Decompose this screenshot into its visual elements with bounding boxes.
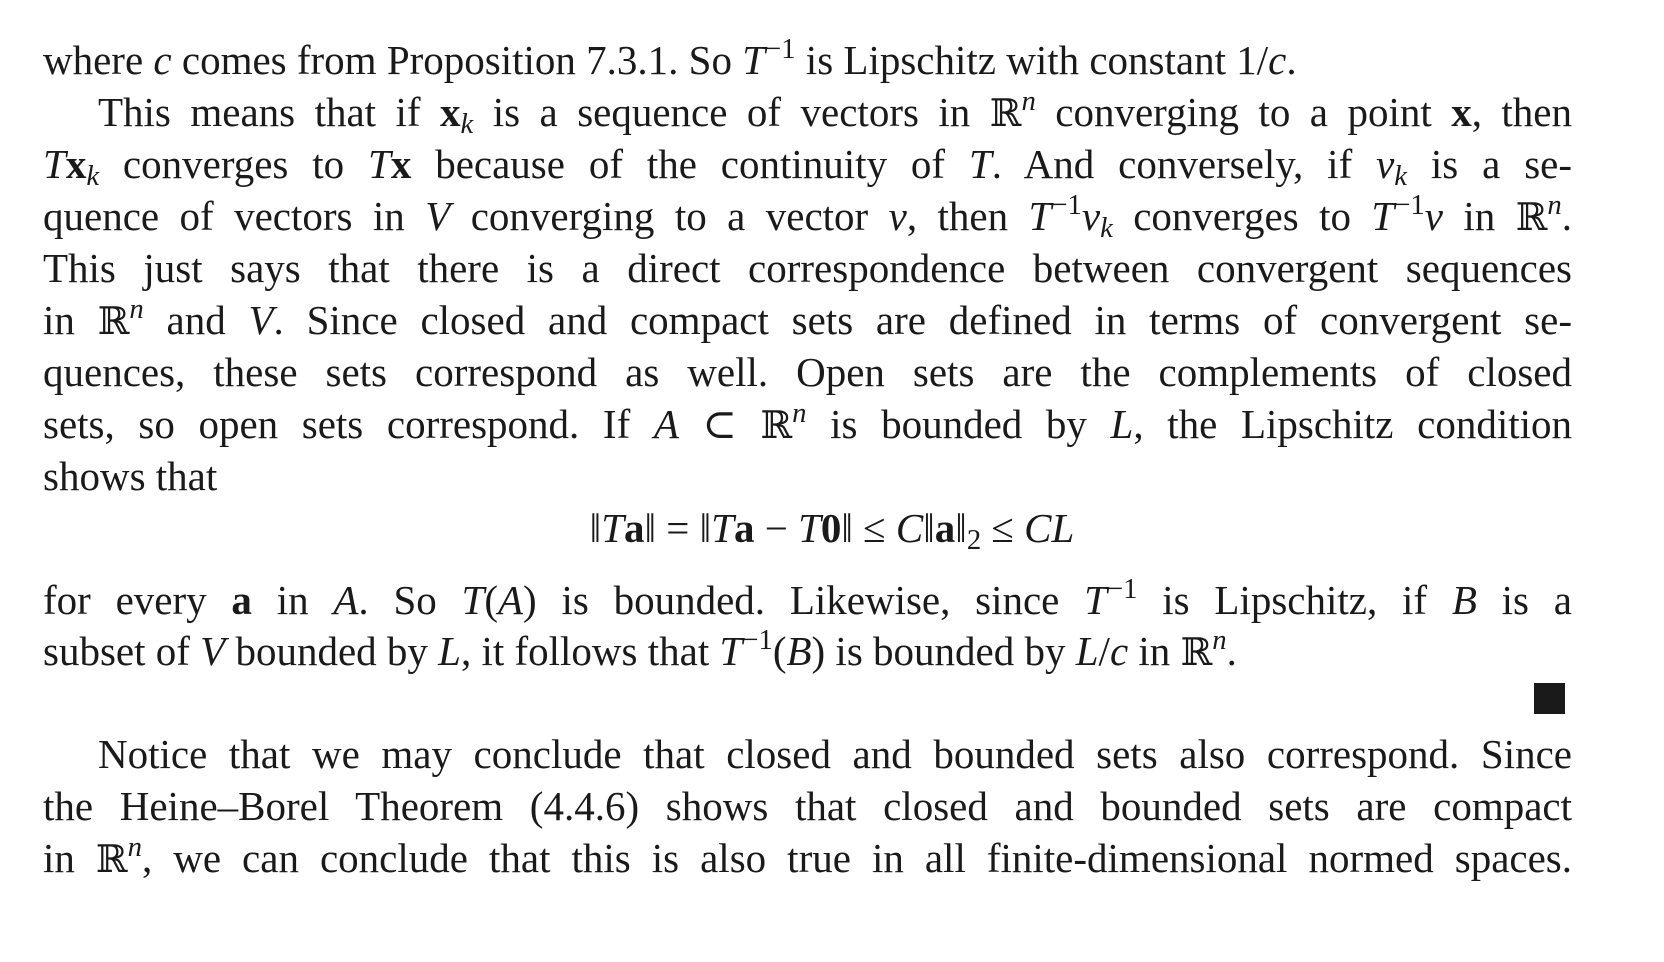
remark-line-1: Notice that we may conclude that closed and bounded sets also correspond. Since bbox=[98, 731, 1572, 777]
proof-line-3: $Tx_k$ converges to Tx because of the continuity of T. And conversely, if $v_k$ is a se- bbox=[43, 141, 1572, 193]
remark-line-3: in ℝ$^n$, we can conclude that this is also true in all finite-dimensional normed spaces. bbox=[43, 831, 1572, 881]
proof-line-2: This means that if $x_k$ is a sequence of vectors in ℝ$^n$ converging to a point x, then bbox=[98, 85, 1573, 141]
proof-line-1: where c comes from Proposition 7.3.1. So $T^{-1}$ is Lipschitz with constant 1/c. bbox=[43, 33, 1297, 83]
proof-line-5: This just says that there is a direct correspondence between convergent sequences bbox=[43, 245, 1572, 291]
display-equation: ‖Ta‖ = ‖Ta − T0‖ ≤ $C‖a‖_2$ ≤ CL bbox=[589, 505, 1075, 557]
proof-line-6: in ℝ$^n$ and V. Since closed and compact sets are defined in terms of convergent se- bbox=[43, 293, 1572, 343]
proof-line-7: quences, these sets correspond as well. Open sets are the complements of closed bbox=[43, 349, 1572, 395]
qed-square-icon bbox=[1534, 683, 1565, 714]
proof-line-10: for every a in A. So T(A) is bounded. Likewise, since $T^{-1}$ is Lipschitz, if B is a bbox=[43, 573, 1572, 623]
remark-line-2: the Heine–Borel Theorem (4.4.6) shows that closed and bounded sets are compact bbox=[43, 783, 1572, 829]
proof-line-8: sets, so open sets correspond. If A ⊂ ℝ$^n$ is bounded by L, the Lipschitz condition bbox=[43, 397, 1572, 447]
proof-line-4: quence of vectors in V converging to a vector v, then $T^{-1}v_k$ converges to $T^{-1}v$ in ℝ$^n$. bbox=[43, 189, 1572, 245]
proof-line-11: subset of V bounded by L, it follows that $T^{-1}(B)$ is bounded by L/c in ℝ$^n$. bbox=[43, 624, 1237, 674]
proof-line-9: shows that bbox=[43, 453, 218, 499]
